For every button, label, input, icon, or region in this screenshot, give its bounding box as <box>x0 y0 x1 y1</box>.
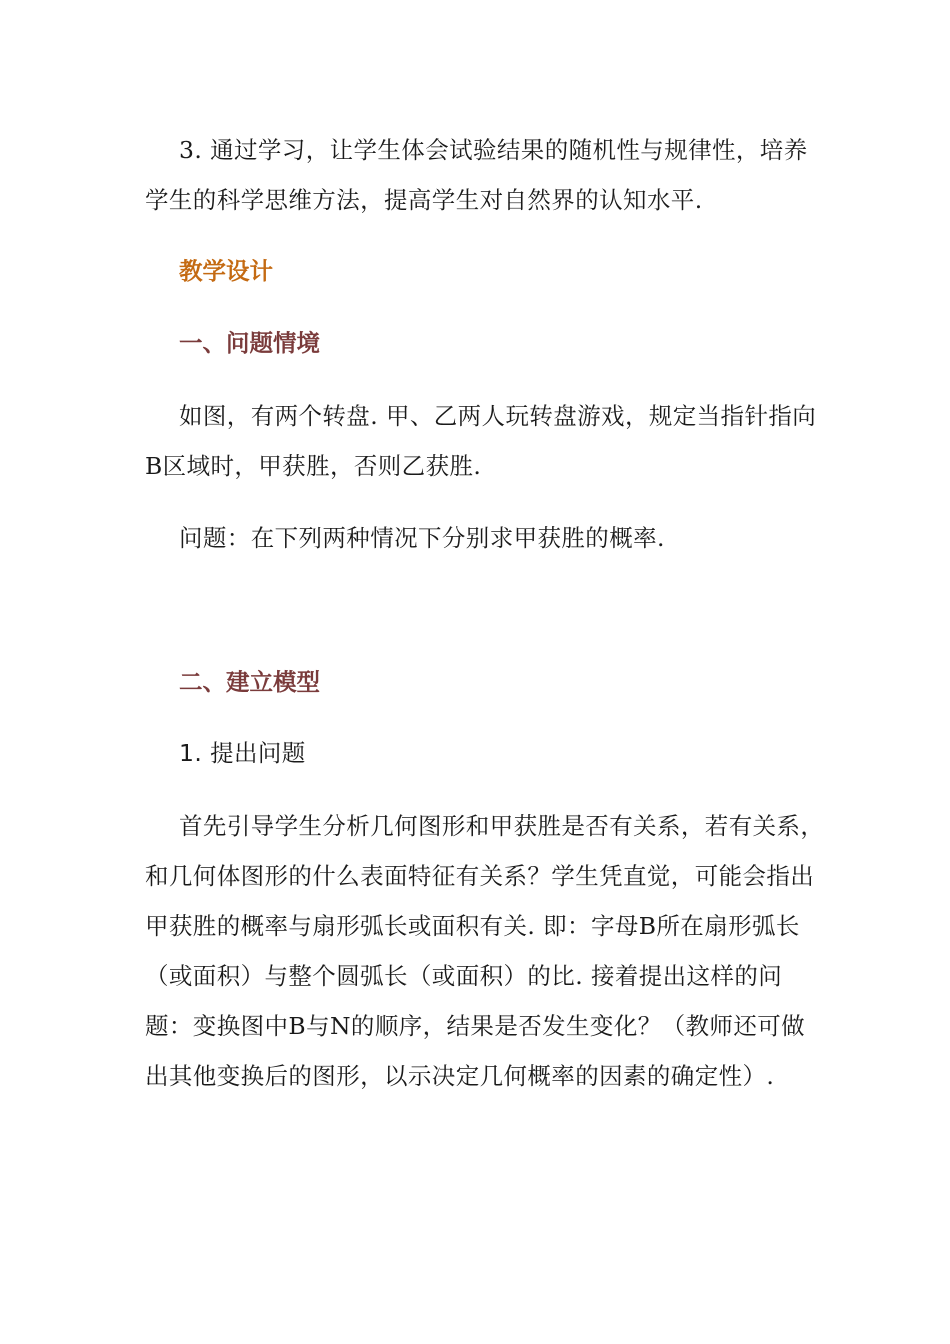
goal-3-paragraph: 3. 通过学习，让学生体会试验结果的随机性与规律性，培养学生的科学思维方法，提高学生对自然界的认知水平. <box>145 136 808 214</box>
analysis-paragraph: 首先引导学生分析几何图形和甲获胜是否有关系，若有关系，和几何体图形的什么表面特征有关系？学生凭直觉，可能会指出甲获胜的概率与扇形弧长或面积有关. 即：字母B所在扇形弧长（或面积）与整个圆弧长（或面积）的比. 接着提出这样的问题：变换图中B与N的顺序，结果是否发生变化？（教师还可做出其他变换后的图形，以示决定几何概率的因素的确定性）. <box>145 812 825 1090</box>
section-heading-problem-context: 一、问题情境 <box>179 329 320 357</box>
section-heading-build-model: 二、建立模型 <box>179 668 320 696</box>
problem-context-paragraph: 如图，有两个转盘. 甲、乙两人玩转盘游戏，规定当指针指向B区域时，甲获胜，否则乙获胜. <box>145 402 817 480</box>
section-heading-teaching-design: 教学设计 <box>179 257 273 285</box>
question-paragraph: 问题：在下列两种情况下分别求甲获胜的概率. <box>179 524 665 552</box>
subsection-heading-raise-question: 1. 提出问题 <box>179 739 306 767</box>
